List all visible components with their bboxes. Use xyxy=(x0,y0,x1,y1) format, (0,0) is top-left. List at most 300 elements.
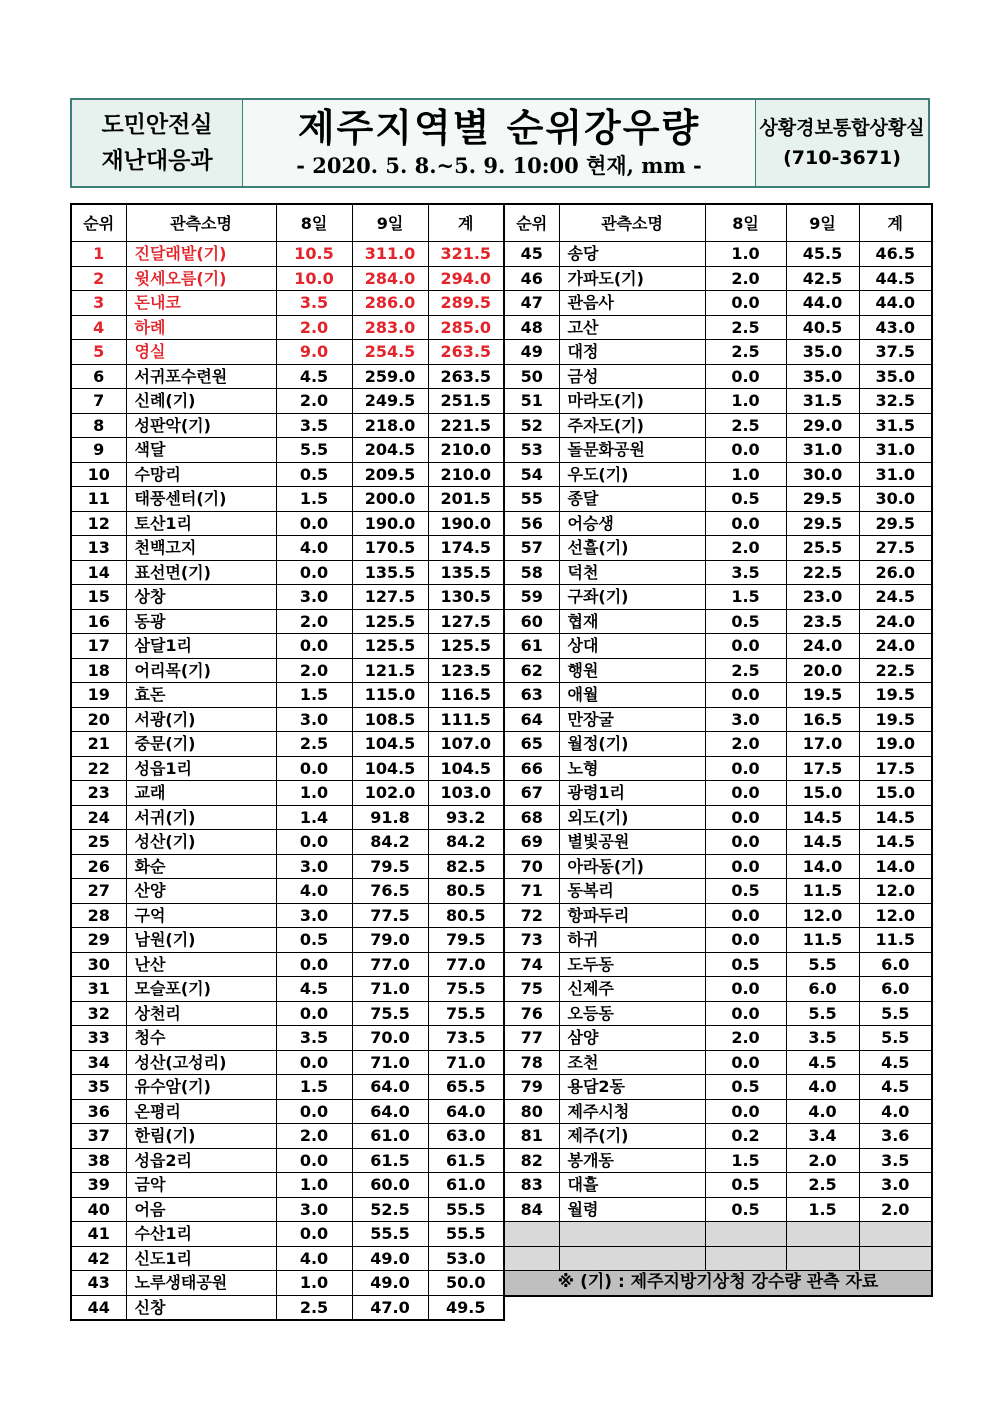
day8-cell: 1.5 xyxy=(276,683,352,708)
station-cell xyxy=(126,854,276,879)
station-cell xyxy=(559,462,705,487)
col-day9: 9일 xyxy=(352,204,428,242)
day9-cell: 61.0 xyxy=(352,1124,428,1149)
page-subtitle: - 2020. 5. 8.~5. 9. 10:00 현재, mm - xyxy=(296,153,702,178)
rank-cell: 83 xyxy=(504,1173,559,1198)
day9-cell: 190.0 xyxy=(352,511,428,536)
station-cell xyxy=(559,658,705,683)
day9-cell: 77.0 xyxy=(352,952,428,977)
day9-cell: 64.0 xyxy=(352,1099,428,1124)
rank-cell: 70 xyxy=(504,854,559,879)
day9-cell: 29.5 xyxy=(786,487,859,512)
day8-cell: 2.5 xyxy=(276,1295,352,1320)
station-cell xyxy=(559,1197,705,1222)
station-name: 제주(기) xyxy=(567,1126,629,1146)
day8-cell: 2.0 xyxy=(276,1124,352,1149)
station-cell xyxy=(559,952,705,977)
day9-cell: 200.0 xyxy=(352,487,428,512)
table-row xyxy=(71,315,504,340)
day9-cell: 23.5 xyxy=(786,609,859,634)
table-row xyxy=(504,1124,932,1149)
day9-cell: 3.4 xyxy=(786,1124,859,1149)
rank-cell: 19 xyxy=(71,683,126,708)
table-row xyxy=(504,952,932,977)
station-cell xyxy=(559,438,705,463)
day8-cell: 2.5 xyxy=(705,658,786,683)
day8-cell: 0.0 xyxy=(705,511,786,536)
table-row xyxy=(71,487,504,512)
day9-cell: 5.5 xyxy=(786,952,859,977)
total-cell: 31.5 xyxy=(859,413,932,438)
station-cell xyxy=(126,928,276,953)
station-name: 표선면(기) xyxy=(134,562,211,582)
station-cell xyxy=(126,609,276,634)
total-cell: 77.0 xyxy=(428,952,504,977)
total-cell: 31.0 xyxy=(859,438,932,463)
day8-cell: 0.5 xyxy=(276,928,352,953)
station-cell xyxy=(559,1148,705,1173)
station-cell xyxy=(559,634,705,659)
day9-cell: 104.5 xyxy=(352,756,428,781)
station-name: 종달 xyxy=(567,489,599,509)
table-row xyxy=(71,756,504,781)
total-cell: 221.5 xyxy=(428,413,504,438)
day9-cell: 22.5 xyxy=(786,560,859,585)
rank-cell: 71 xyxy=(504,879,559,904)
rank-cell: 79 xyxy=(504,1075,559,1100)
station-cell xyxy=(126,830,276,855)
station-name: 행원 xyxy=(567,660,599,680)
day8-cell: 1.0 xyxy=(705,462,786,487)
day9-cell: 218.0 xyxy=(352,413,428,438)
day8-cell: 3.5 xyxy=(276,291,352,316)
station-cell xyxy=(126,462,276,487)
total-cell: 174.5 xyxy=(428,536,504,561)
table-row xyxy=(504,413,932,438)
table-row xyxy=(71,242,504,267)
rank-cell: 41 xyxy=(71,1222,126,1247)
table-row xyxy=(504,1001,932,1026)
day8-cell: 0.0 xyxy=(705,805,786,830)
station-cell xyxy=(559,340,705,365)
rank-cell: 5 xyxy=(71,340,126,365)
day9-cell: 79.5 xyxy=(352,854,428,879)
total-cell: 61.5 xyxy=(428,1148,504,1173)
col-rank: 순위 xyxy=(504,204,559,242)
day8-cell: 0.0 xyxy=(276,756,352,781)
day9-cell: 115.0 xyxy=(352,683,428,708)
rank-cell: 67 xyxy=(504,781,559,806)
total-cell: 63.0 xyxy=(428,1124,504,1149)
station-cell xyxy=(126,1050,276,1075)
rank-cell: 45 xyxy=(504,242,559,267)
table-row xyxy=(71,609,504,634)
station-name: 대흘 xyxy=(567,1175,599,1195)
table-row xyxy=(504,634,932,659)
table-row xyxy=(71,707,504,732)
station-cell xyxy=(126,683,276,708)
total-cell: 71.0 xyxy=(428,1050,504,1075)
total-cell: 24.0 xyxy=(859,609,932,634)
station-name: 만장굴 xyxy=(567,709,614,729)
day8-cell: 0.0 xyxy=(705,634,786,659)
rank-cell: 39 xyxy=(71,1173,126,1198)
station-name: 항파두리 xyxy=(567,905,630,925)
day8-cell: 3.0 xyxy=(276,903,352,928)
station-name: 오등동 xyxy=(567,1003,614,1023)
total-cell: 14.0 xyxy=(859,854,932,879)
total-cell: 80.5 xyxy=(428,903,504,928)
table-row xyxy=(504,389,932,414)
station-cell xyxy=(126,291,276,316)
station-name: 진달래밭(기) xyxy=(134,244,227,264)
station-cell xyxy=(126,1197,276,1222)
station-name: 중문(기) xyxy=(134,734,196,754)
total-cell: 26.0 xyxy=(859,560,932,585)
rank-cell: 50 xyxy=(504,364,559,389)
rank-cell: 76 xyxy=(504,1001,559,1026)
table-row xyxy=(504,1026,932,1051)
day9-cell: 64.0 xyxy=(352,1075,428,1100)
rank-cell: 21 xyxy=(71,732,126,757)
total-cell: 80.5 xyxy=(428,879,504,904)
day8-cell: 2.5 xyxy=(705,315,786,340)
table-row xyxy=(71,536,504,561)
rank-cell: 17 xyxy=(71,634,126,659)
total-cell: 75.5 xyxy=(428,977,504,1002)
day8-cell: 1.0 xyxy=(276,1271,352,1296)
table-row xyxy=(71,1271,504,1296)
station-name: 상천리 xyxy=(134,1003,181,1023)
station-cell xyxy=(559,830,705,855)
day8-cell: 0.5 xyxy=(705,1075,786,1100)
station-cell xyxy=(559,1124,705,1149)
day8-cell: 0.0 xyxy=(276,560,352,585)
station-name: 수망리 xyxy=(134,464,181,484)
table-row xyxy=(71,560,504,585)
day8-cell: 0.0 xyxy=(276,830,352,855)
station-name: 협재 xyxy=(567,611,599,631)
empty-cell xyxy=(705,1222,786,1247)
day9-cell: 125.5 xyxy=(352,634,428,659)
day8-cell: 0.0 xyxy=(276,1222,352,1247)
day9-cell: 249.5 xyxy=(352,389,428,414)
table-row xyxy=(504,732,932,757)
title-block xyxy=(243,100,756,186)
station-cell xyxy=(559,1099,705,1124)
station-cell xyxy=(126,585,276,610)
total-cell: 19.5 xyxy=(859,707,932,732)
table-row xyxy=(71,952,504,977)
day9-cell: 204.5 xyxy=(352,438,428,463)
day8-cell: 1.0 xyxy=(705,242,786,267)
table-row xyxy=(71,658,504,683)
total-cell: 46.5 xyxy=(859,242,932,267)
table-row xyxy=(504,536,932,561)
day8-cell: 0.0 xyxy=(705,291,786,316)
table-row xyxy=(71,634,504,659)
day9-cell: 79.0 xyxy=(352,928,428,953)
total-cell: 294.0 xyxy=(428,266,504,291)
day8-cell: 4.0 xyxy=(276,1246,352,1271)
total-cell: 50.0 xyxy=(428,1271,504,1296)
rank-cell: 35 xyxy=(71,1075,126,1100)
station-name: 색달 xyxy=(134,440,166,460)
total-cell: 93.2 xyxy=(428,805,504,830)
station-name: 서귀(기) xyxy=(134,807,196,827)
day8-cell: 0.5 xyxy=(705,1197,786,1222)
day9-cell: 49.0 xyxy=(352,1271,428,1296)
total-cell: 116.5 xyxy=(428,683,504,708)
day9-cell: 84.2 xyxy=(352,830,428,855)
table-row xyxy=(504,1099,932,1124)
station-name: 산양 xyxy=(134,881,166,901)
station-name: 봉개동 xyxy=(567,1150,614,1170)
total-cell: 55.5 xyxy=(428,1197,504,1222)
station-name: 노루생태공원 xyxy=(134,1273,228,1293)
day8-cell: 1.5 xyxy=(705,1148,786,1173)
station-cell xyxy=(559,315,705,340)
station-name: 성산(기) xyxy=(134,832,196,852)
day9-cell: 11.5 xyxy=(786,928,859,953)
total-cell: 19.0 xyxy=(859,732,932,757)
rank-cell: 66 xyxy=(504,756,559,781)
total-cell: 6.0 xyxy=(859,977,932,1002)
rainfall-table-left xyxy=(70,203,505,1321)
day9-cell: 6.0 xyxy=(786,977,859,1002)
rank-cell: 26 xyxy=(71,854,126,879)
rank-cell: 16 xyxy=(71,609,126,634)
empty-cell xyxy=(504,1222,559,1247)
rank-cell: 23 xyxy=(71,781,126,806)
day8-cell: 1.4 xyxy=(276,805,352,830)
station-cell xyxy=(559,854,705,879)
rank-cell: 60 xyxy=(504,609,559,634)
table-row xyxy=(71,1246,504,1271)
rank-cell: 38 xyxy=(71,1148,126,1173)
station-cell xyxy=(126,242,276,267)
empty-cell xyxy=(859,1246,932,1271)
col-rank: 순위 xyxy=(71,204,126,242)
table-row xyxy=(504,487,932,512)
day9-cell: 259.0 xyxy=(352,364,428,389)
day9-cell: 283.0 xyxy=(352,315,428,340)
rank-cell: 34 xyxy=(71,1050,126,1075)
total-cell: 289.5 xyxy=(428,291,504,316)
report-header xyxy=(70,98,930,188)
table-row xyxy=(504,242,932,267)
station-name: 용담2동 xyxy=(567,1077,626,1097)
table-row xyxy=(504,1075,932,1100)
station-name: 상대 xyxy=(567,636,599,656)
station-cell xyxy=(126,315,276,340)
station-cell xyxy=(126,364,276,389)
rank-cell: 32 xyxy=(71,1001,126,1026)
day9-cell: 17.0 xyxy=(786,732,859,757)
station-cell xyxy=(559,364,705,389)
table-row xyxy=(504,1197,932,1222)
day9-cell: 102.0 xyxy=(352,781,428,806)
col-day9: 9일 xyxy=(786,204,859,242)
total-cell: 79.5 xyxy=(428,928,504,953)
station-cell xyxy=(126,952,276,977)
station-name: 상창 xyxy=(134,587,166,607)
station-name: 성산(고성리) xyxy=(134,1052,227,1072)
station-cell xyxy=(559,585,705,610)
total-cell: 3.6 xyxy=(859,1124,932,1149)
day9-cell: 91.8 xyxy=(352,805,428,830)
day8-cell: 0.0 xyxy=(705,683,786,708)
day9-cell: 17.5 xyxy=(786,756,859,781)
table-row xyxy=(504,266,932,291)
empty-cell xyxy=(559,1222,705,1247)
day8-cell: 1.5 xyxy=(705,585,786,610)
rank-cell: 1 xyxy=(71,242,126,267)
total-cell: 12.0 xyxy=(859,879,932,904)
total-cell: 61.0 xyxy=(428,1173,504,1198)
station-name: 온평리 xyxy=(134,1101,181,1121)
day9-cell: 2.5 xyxy=(786,1173,859,1198)
empty-cell xyxy=(559,1246,705,1271)
station-cell xyxy=(559,805,705,830)
total-cell: 43.0 xyxy=(859,315,932,340)
station-cell xyxy=(126,1099,276,1124)
station-name: 우도(기) xyxy=(567,464,629,484)
station-name: 고산 xyxy=(567,317,599,337)
rank-cell: 46 xyxy=(504,266,559,291)
station-name: 서광(기) xyxy=(134,709,196,729)
station-cell xyxy=(559,1001,705,1026)
table-header-row xyxy=(504,204,932,242)
rank-cell: 59 xyxy=(504,585,559,610)
total-cell: 32.5 xyxy=(859,389,932,414)
day8-cell: 2.5 xyxy=(705,413,786,438)
day8-cell: 2.0 xyxy=(705,732,786,757)
table-row xyxy=(71,1148,504,1173)
note-row xyxy=(504,1271,932,1296)
station-name: 돌문화공원 xyxy=(567,440,645,460)
day9-cell: 15.0 xyxy=(786,781,859,806)
table-row xyxy=(504,781,932,806)
day9-cell: 4.0 xyxy=(786,1075,859,1100)
day8-cell: 1.5 xyxy=(276,1075,352,1100)
total-cell: 125.5 xyxy=(428,634,504,659)
rank-cell: 65 xyxy=(504,732,559,757)
table-row xyxy=(71,1295,504,1320)
station-cell xyxy=(126,389,276,414)
station-name: 마라도(기) xyxy=(567,391,644,411)
table-row xyxy=(504,1050,932,1075)
day8-cell: 2.0 xyxy=(705,536,786,561)
table-row xyxy=(504,438,932,463)
total-cell: 103.0 xyxy=(428,781,504,806)
station-cell xyxy=(126,658,276,683)
station-name: 효돈 xyxy=(134,685,166,705)
station-cell xyxy=(126,1148,276,1173)
rank-cell: 68 xyxy=(504,805,559,830)
day9-cell: 11.5 xyxy=(786,879,859,904)
rank-cell: 25 xyxy=(71,830,126,855)
total-cell: 24.0 xyxy=(859,634,932,659)
total-cell: 251.5 xyxy=(428,389,504,414)
rank-cell: 31 xyxy=(71,977,126,1002)
day8-cell: 3.5 xyxy=(705,560,786,585)
day8-cell: 3.0 xyxy=(276,1197,352,1222)
table-row xyxy=(71,1222,504,1247)
col-day8: 8일 xyxy=(705,204,786,242)
rank-cell: 11 xyxy=(71,487,126,512)
day9-cell: 31.5 xyxy=(786,389,859,414)
office-block xyxy=(756,100,928,186)
empty-cell xyxy=(504,1246,559,1271)
rank-cell: 43 xyxy=(71,1271,126,1296)
total-cell: 5.5 xyxy=(859,1001,932,1026)
station-name: 화순 xyxy=(134,856,166,876)
day8-cell: 2.0 xyxy=(276,658,352,683)
rank-cell: 12 xyxy=(71,511,126,536)
table-row xyxy=(71,854,504,879)
day9-cell: 71.0 xyxy=(352,977,428,1002)
station-cell xyxy=(126,732,276,757)
rank-cell: 61 xyxy=(504,634,559,659)
station-name: 신도1리 xyxy=(134,1248,193,1268)
station-cell xyxy=(126,879,276,904)
day9-cell: 60.0 xyxy=(352,1173,428,1198)
day8-cell: 0.0 xyxy=(276,511,352,536)
day8-cell: 3.0 xyxy=(276,707,352,732)
station-cell xyxy=(559,609,705,634)
station-cell xyxy=(559,291,705,316)
total-cell: 14.5 xyxy=(859,830,932,855)
day9-cell: 77.5 xyxy=(352,903,428,928)
rank-cell: 10 xyxy=(71,462,126,487)
table-header-row xyxy=(71,204,504,242)
station-name: 월정(기) xyxy=(567,734,629,754)
station-name: 덕천 xyxy=(567,562,599,582)
total-cell: 111.5 xyxy=(428,707,504,732)
day9-cell: 31.0 xyxy=(786,438,859,463)
total-cell: 24.5 xyxy=(859,585,932,610)
day9-cell: 35.0 xyxy=(786,364,859,389)
day8-cell: 2.0 xyxy=(705,1026,786,1051)
station-name: 한림(기) xyxy=(134,1126,196,1146)
day8-cell: 2.0 xyxy=(276,389,352,414)
station-cell xyxy=(126,438,276,463)
day9-cell: 284.0 xyxy=(352,266,428,291)
total-cell: 55.5 xyxy=(428,1222,504,1247)
station-name: 동광 xyxy=(134,611,166,631)
day8-cell: 0.0 xyxy=(276,634,352,659)
day9-cell: 23.0 xyxy=(786,585,859,610)
table-row xyxy=(71,266,504,291)
day8-cell: 0.0 xyxy=(276,1148,352,1173)
table-row xyxy=(504,977,932,1002)
day9-cell: 55.5 xyxy=(352,1222,428,1247)
station-name: 신례(기) xyxy=(134,391,196,411)
table-row xyxy=(71,585,504,610)
day8-cell: 4.5 xyxy=(276,977,352,1002)
rank-cell: 27 xyxy=(71,879,126,904)
day9-cell: 5.5 xyxy=(786,1001,859,1026)
table-row xyxy=(71,928,504,953)
rank-cell: 36 xyxy=(71,1099,126,1124)
total-cell: 123.5 xyxy=(428,658,504,683)
day9-cell: 4.0 xyxy=(786,1099,859,1124)
day8-cell: 3.5 xyxy=(276,1026,352,1051)
station-cell xyxy=(126,511,276,536)
day9-cell: 108.5 xyxy=(352,707,428,732)
day9-cell: 14.5 xyxy=(786,805,859,830)
